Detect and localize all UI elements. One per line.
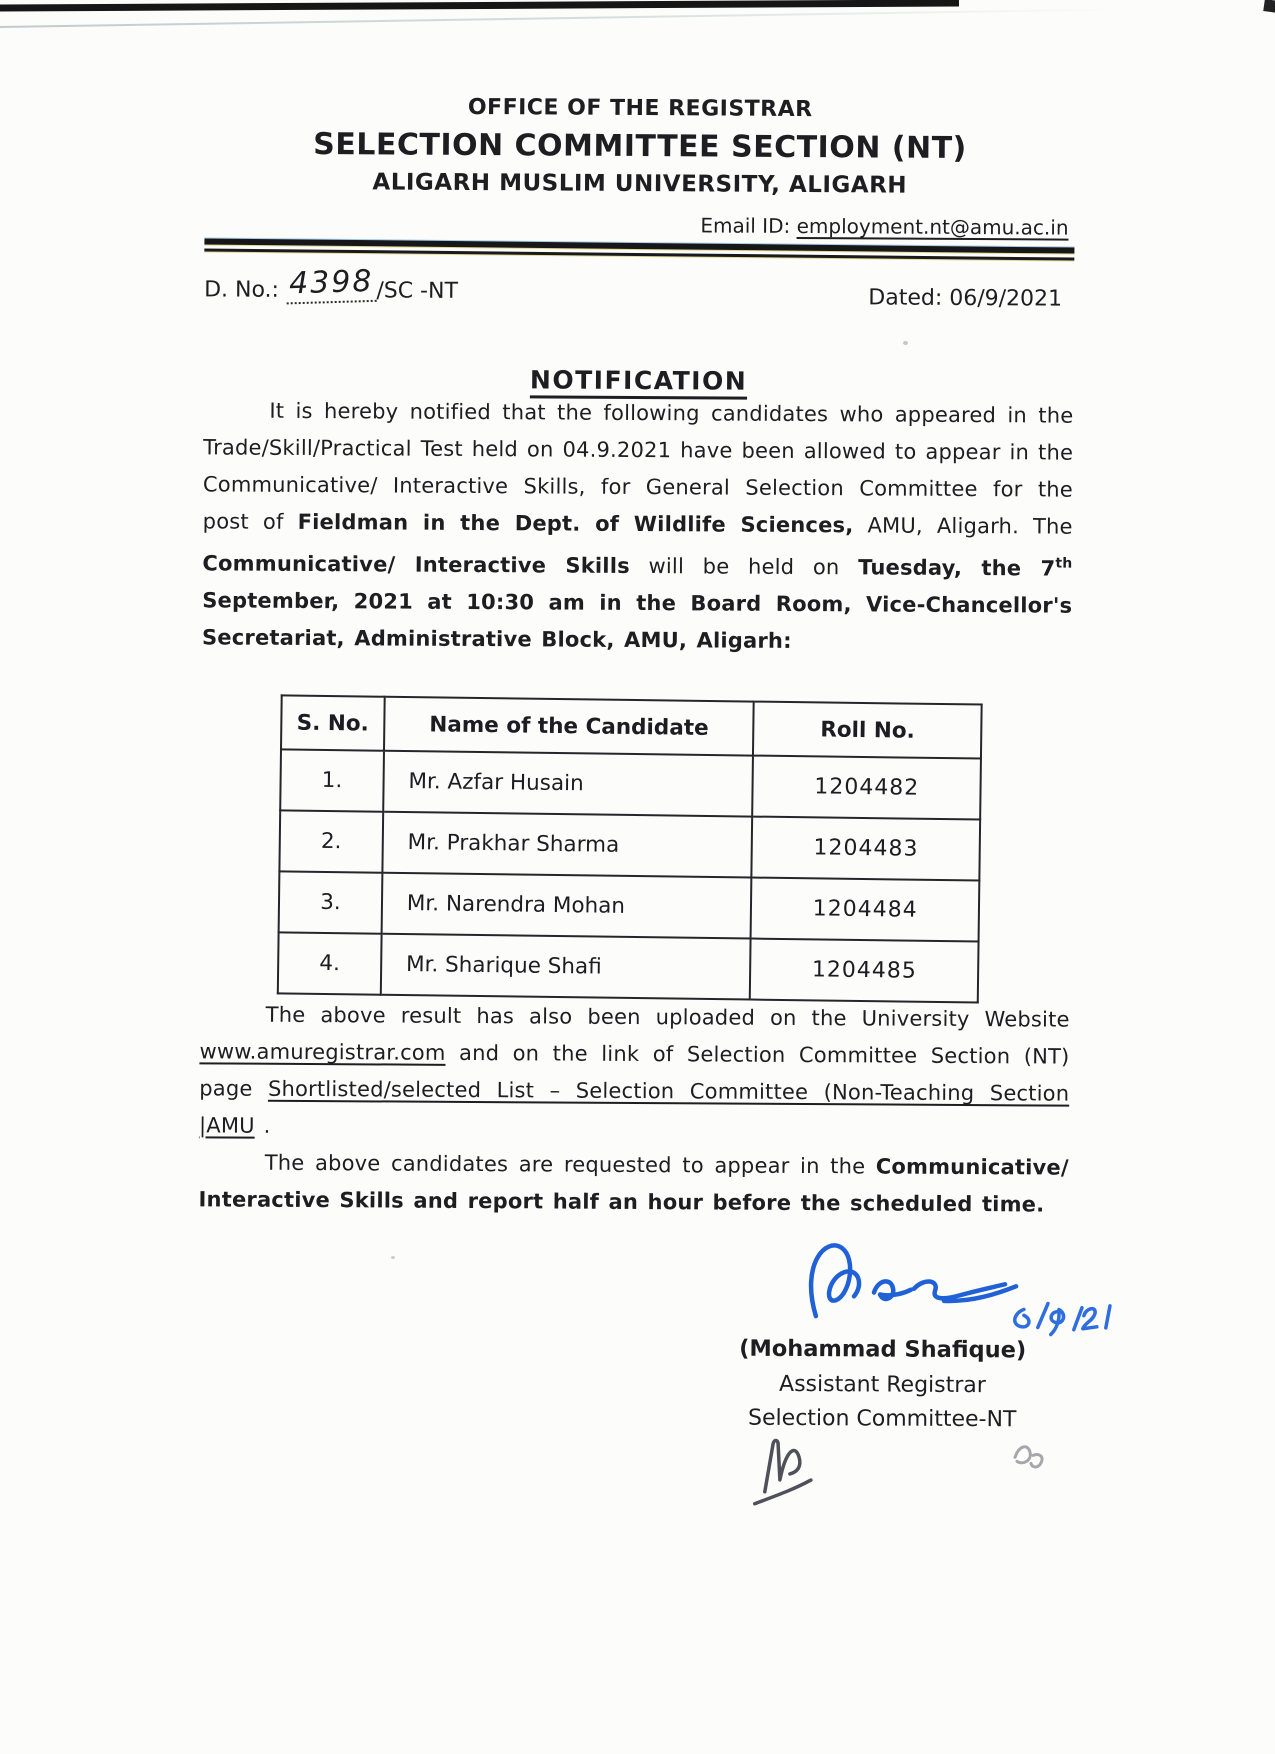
website-link-text: www.amuregistrar.com [199,1039,446,1065]
cell-name: Mr. Azfar Husain [383,751,753,817]
signatory-department: Selection Committee-NT [748,1405,1017,1433]
d-no-group [204,263,459,309]
pencil-mark [1007,1433,1051,1473]
email-label: Email ID: [700,213,797,238]
table-row [279,810,980,880]
dated-label: Dated: [868,285,943,311]
cell-sno: 1. [280,749,384,811]
dated-group [868,273,1062,311]
reference-line [204,263,1074,312]
col-header-sno: S. No. [281,695,385,750]
text-segment-bold: Communicative/ Interactive Skills [202,551,630,578]
signatory-title: Assistant Registrar [778,1371,986,1399]
cell-name: Mr. Prakhar Sharma [382,812,752,878]
text-segment-bold: Communicative/ Interactive Skills and report half an hour before the scheduled time. [198,1154,1069,1217]
ordinal-superscript: th [1055,555,1073,572]
cell-roll: 1204483 [752,817,980,881]
signatory-name: (Mohammad Shafique) [739,1335,1027,1364]
candidates-table-wrap [277,694,983,1003]
upload-paragraph [199,996,1070,1149]
handwritten-date [1015,1303,1110,1335]
d-no-value-handwritten: 4398 [286,264,377,305]
table-row [278,932,979,1002]
d-no-label: D. No.: [204,277,280,303]
cell-name: Mr. Narendra Mohan [381,873,751,939]
text-segment: will be held on [629,553,859,580]
letterhead [204,93,1075,239]
d-no-suffix: /SC -NT [376,278,459,304]
intro-paragraph [202,392,1074,661]
instruction-paragraph [198,1144,1068,1223]
text-segment: and on the link of Selection Committee Section (NT) page [199,1040,1070,1101]
signature-block [697,1239,1068,1432]
cell-sno: 3. [279,871,383,933]
section-line: SELECTION COMMITTEE SECTION (NT) [313,127,967,166]
notification-title: NOTIFICATION [529,365,748,396]
email-row [204,210,1074,239]
cell-roll: 1204484 [751,878,979,942]
cell-roll: 1204482 [753,756,981,820]
text-segment-bold: Tuesday, the 7th September, 2021 at 10:30 am in the Board Room, Vice-Chancellor's Secretariat, Administrative Block, AMU, Aligarh: [201,555,1073,653]
text-segment-bold: Fieldman in the Dept. of Wildlife Sciences, [297,509,854,538]
signature-scribble [786,1230,1117,1350]
table-row [280,749,981,819]
col-header-roll: Roll No. [753,702,981,759]
text-segment: The above candidates are requested to appear in the [264,1150,876,1179]
cell-sno: 2. [279,810,383,872]
university-line: ALIGARH MUSLIM UNIVERSITY, ALIGARH [372,169,908,199]
text-segment: AMU, Aligarh. The [853,513,1073,539]
col-header-name: Name of the Candidate [384,697,754,756]
cell-sno: 4. [278,932,382,994]
text-segment: The above result has also been uploaded on the University Website [265,1002,1070,1032]
office-line: OFFICE OF THE REGISTRAR [467,94,813,123]
text-segment: It is hereby notified that the following candidates who appeared in the Trade/Skill/Practical Test held on 04.9.2021 have been allowed to appear in the Communicative/ Interactive Skills, for General Selection Committee for the post of [202,398,1074,534]
email-address: employment.nt@amu.ac.in [796,213,1069,240]
candidates-table [277,694,983,1003]
dated-value: 06/9/2021 [949,285,1063,312]
shortlist-link-text: Shortlisted/selected List – Selection Committee (Non-Teaching Section |AMU [198,1076,1070,1138]
table-row [279,871,980,941]
text-segment: . [254,1113,271,1138]
table-header-row [281,695,982,758]
divider-rule [204,238,1074,260]
cell-roll: 1204485 [750,939,978,1003]
cell-name: Mr. Sharique Shafi [381,934,751,1000]
pencil-initials [749,1428,850,1515]
